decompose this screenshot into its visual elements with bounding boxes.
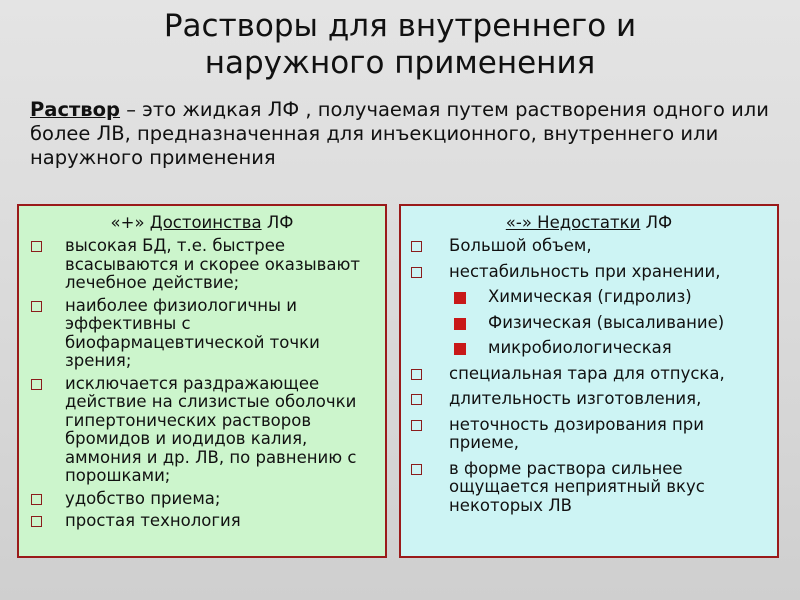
list-item	[401, 390, 777, 409]
filled-square-bullet-icon	[454, 318, 466, 330]
hollow-square-bullet-icon	[411, 241, 422, 252]
list-item	[401, 365, 777, 384]
hollow-square-bullet-icon	[411, 369, 422, 380]
list-item-sub	[401, 288, 777, 307]
list-item	[19, 512, 385, 531]
hollow-square-bullet-icon	[411, 267, 422, 278]
disadvantages-box	[399, 204, 779, 558]
list-item	[401, 237, 777, 256]
list-item-sub	[401, 314, 777, 333]
list-item	[401, 416, 777, 453]
hollow-square-bullet-icon	[411, 464, 422, 475]
advantages-heading-underlined: Достоинства	[149, 213, 262, 232]
list-item-text: в форме раствора сильнее ощущается неприятный вкус некоторых ЛВ	[449, 458, 705, 515]
advantages-heading	[19, 213, 385, 233]
definition-paragraph	[30, 98, 780, 170]
list-item-text: микробиологическая	[488, 338, 672, 357]
disadvantages-heading-underlined: «-» Недостатки	[505, 213, 641, 232]
disadvantages-heading-suffix: ЛФ	[640, 213, 673, 232]
list-item-text: специальная тара для отпуска,	[449, 363, 725, 383]
list-item	[19, 297, 385, 371]
filled-square-bullet-icon	[454, 343, 466, 355]
advantages-heading-prefix: «+»	[110, 213, 150, 232]
hollow-square-bullet-icon	[31, 379, 42, 390]
title-line-2: наружного применения	[204, 45, 596, 81]
filled-square-bullet-icon	[454, 292, 466, 304]
list-item-text: Физическая (высаливание)	[488, 312, 725, 332]
disadvantages-heading	[401, 213, 777, 233]
title-line-1: Растворы для внутреннего и	[163, 8, 637, 44]
list-item	[19, 237, 385, 293]
list-item-text: неточность дозирования при приеме,	[449, 414, 705, 452]
advantages-heading-suffix: ЛФ	[261, 213, 294, 232]
list-item-text: нестабильность при хранении,	[449, 261, 721, 281]
advantages-list	[19, 237, 385, 531]
hollow-square-bullet-icon	[31, 516, 42, 527]
hollow-square-bullet-icon	[411, 420, 422, 431]
disadvantages-list	[401, 237, 777, 515]
definition-term: Раствор	[30, 98, 121, 121]
list-item	[19, 375, 385, 486]
list-item-text: наиболее физиологичны и эффективны с биофармацевтической точки зрения;	[65, 295, 320, 370]
list-item-text: высокая БД, т.е. быстрее всасываются и скорее оказывают лечебное действие;	[65, 236, 361, 292]
hollow-square-bullet-icon	[31, 241, 42, 252]
list-item-text: простая технология	[65, 511, 241, 530]
list-item	[19, 490, 385, 509]
definition-text: – это жидкая ЛФ , получаемая путем растворения одного или более ЛВ, предназначенная для инъекционного, внутреннего или наружного применения	[30, 98, 769, 169]
list-item	[401, 460, 777, 516]
list-item	[401, 263, 777, 282]
slide-title	[0, 8, 800, 82]
list-item-text: Большой объем,	[449, 236, 592, 255]
list-item-text: исключается раздражающее действие на слизистые оболочки гипертонических растворов бромидов и иодидов калия, аммония и др. ЛВ, по равнению с порошками;	[65, 373, 357, 485]
list-item-text: удобство приема;	[65, 488, 221, 508]
list-item-text: Химическая (гидролиз)	[488, 287, 692, 306]
advantages-box	[17, 204, 387, 558]
hollow-square-bullet-icon	[31, 494, 42, 505]
hollow-square-bullet-icon	[31, 301, 42, 312]
list-item-text: длительность изготовления,	[449, 389, 702, 408]
list-item-sub	[401, 339, 777, 358]
hollow-square-bullet-icon	[411, 394, 422, 405]
